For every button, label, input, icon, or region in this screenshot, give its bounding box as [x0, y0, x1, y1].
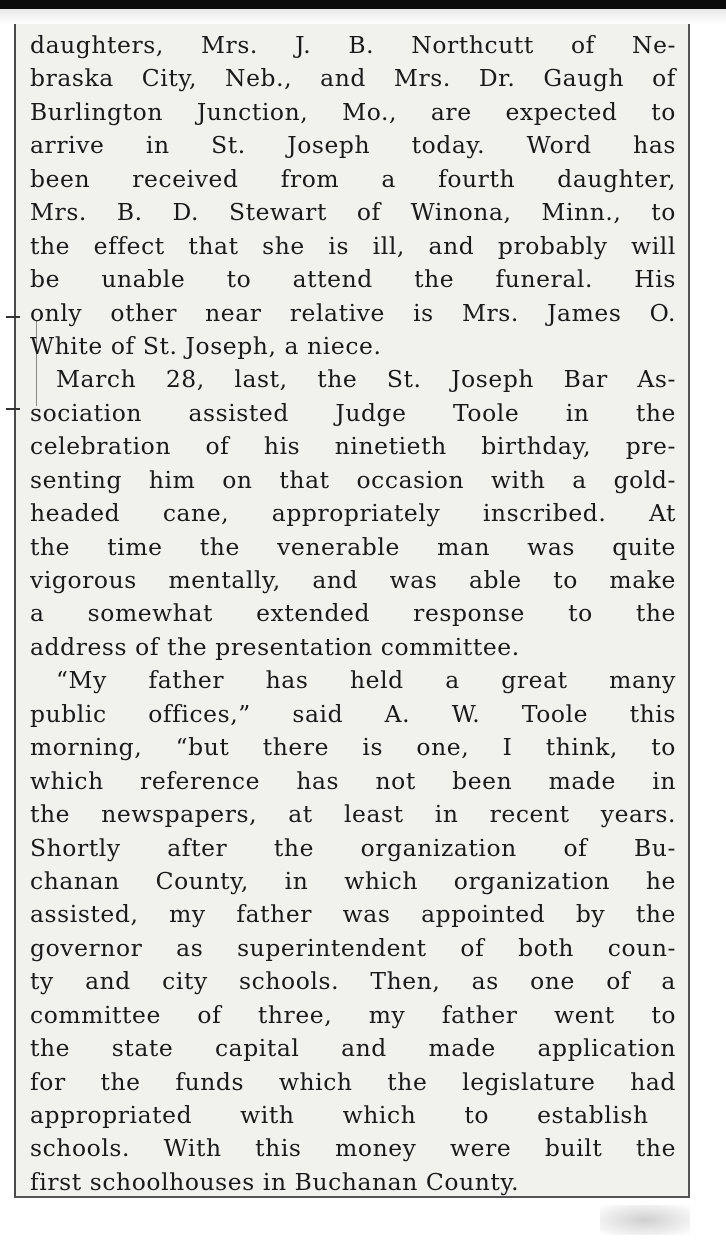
article-line: which reference has not been made in — [30, 766, 677, 795]
article-line: the effect that she is ill, and probably will — [30, 231, 676, 260]
article-line: the time the venerable man was quite — [30, 532, 676, 561]
article-line: ty and city schools. Then, as one of a — [30, 967, 676, 996]
article-line: a somewhat extended response to the — [30, 599, 676, 628]
scan-mark — [6, 408, 20, 410]
scan-mark — [6, 316, 20, 318]
article-line: committee of three, my father went to — [30, 1000, 676, 1029]
article-line: Burlington Junction, Mo., are expected to — [30, 97, 676, 126]
article-line: the newspapers, at least in recent years. — [30, 800, 677, 829]
article-body — [30, 29, 676, 1199]
article-line: been received from a fourth daughter, — [30, 164, 676, 193]
article-line: only other near relative is Mrs. James O. — [30, 298, 677, 327]
article-line: headed cane, appropriately inscribed. At — [30, 499, 677, 528]
article-line: Mrs. B. D. Stewart of Winona, Minn., to — [30, 198, 676, 227]
article-line: chanan County, in which organization he — [30, 866, 676, 895]
article-line: schools. With this money were built the — [30, 1134, 677, 1163]
article-line: for the funds which the legislature had — [30, 1067, 676, 1096]
article-line: assisted, my father was appointed by the — [30, 900, 676, 929]
article-line: governor as superintendent of both coun- — [30, 933, 677, 962]
scan-top-edge — [0, 0, 726, 24]
article-line: the state capital and made application — [30, 1034, 676, 1063]
paragraph-start-line: “My father has held a great many — [56, 666, 676, 695]
article-line: public offices,” said A. W. Toole this — [30, 699, 676, 728]
paragraph-start-line: March 28, last, the St. Joseph Bar As- — [56, 365, 676, 394]
article-line: braska City, Neb., and Mrs. Dr. Gaugh of — [30, 64, 677, 93]
article-line: morning, “but there is one, I think, to — [30, 733, 676, 762]
article-line: daughters, Mrs. J. B. Northcutt of Ne- — [30, 31, 677, 59]
article-line: celebration of his ninetieth birthday, pre- — [30, 432, 677, 461]
article-line: be unable to attend the funeral. His — [30, 265, 676, 294]
article-line: White of St. Joseph, a niece. — [30, 331, 382, 360]
article-line: first schoolhouses in Buchanan County. — [30, 1167, 520, 1196]
article-line: address of the presentation committee. — [30, 632, 520, 661]
scan-smudge — [600, 1205, 690, 1235]
article-line: senting him on that occasion with a gold- — [30, 465, 677, 494]
article-line: arrive in St. Joseph today. Word has — [30, 131, 676, 160]
article-line: appropriated with which to establish — [30, 1101, 649, 1129]
article-line: Shortly after the organization of Bu- — [30, 833, 676, 862]
article-line: sociation assisted Judge Toole in the — [30, 398, 676, 427]
article-line: vigorous mentally, and was able to make — [30, 566, 676, 594]
